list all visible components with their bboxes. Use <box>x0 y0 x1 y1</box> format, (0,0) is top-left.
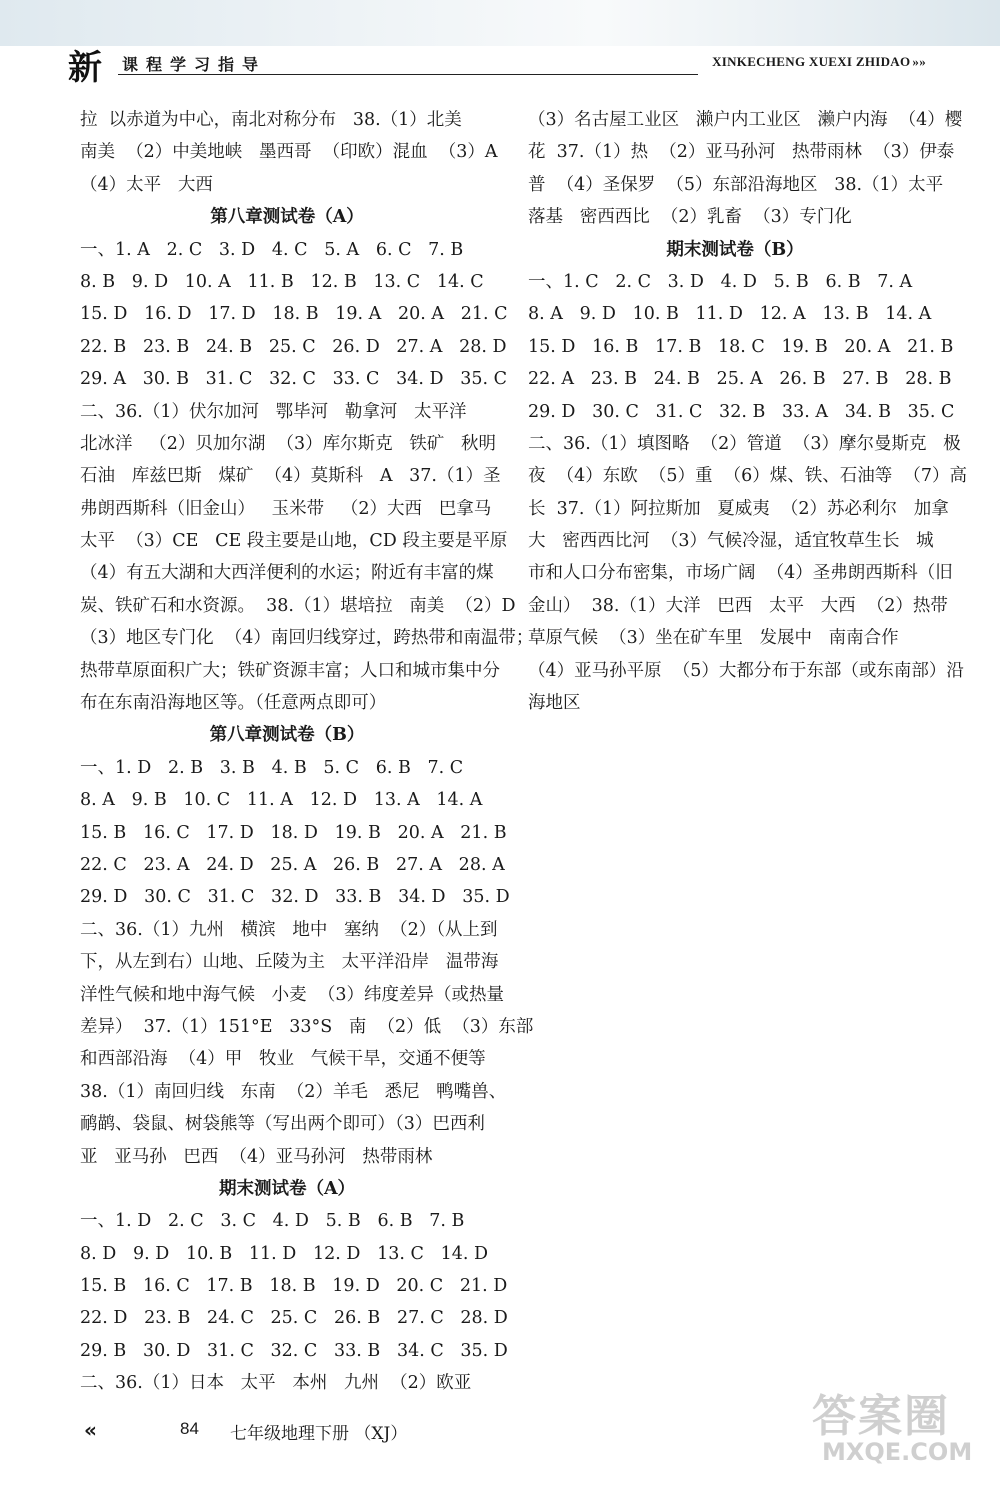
answer-line: 29. A 30. B 31. C 32. C 33. C 34. D 35. C <box>80 369 507 390</box>
answer-line: 29. D 30. C 31. C 32. B 33. A 34. B 35. C <box>528 401 955 422</box>
answer-line: 热带草原面积广大；铁矿资源丰富；人口和城市集中分 <box>80 660 500 681</box>
answer-line: 一、1. D 2. B 3. B 4. B 5. C 6. B 7. C <box>80 757 464 778</box>
answer-line: 普 （4）圣保罗 （5）东部沿海地区 38.（1）太平 <box>528 174 944 195</box>
answer-line: 二、36.（1）九州 横滨 地中 塞纳 （2）（从上到 <box>80 919 498 940</box>
answer-line: 29. B 30. D 31. C 32. C 33. B 34. C 35. D <box>80 1340 508 1361</box>
header-rule <box>118 74 698 75</box>
answer-line: 洋性气候和地中海气候 小麦 （3）纬度差异（或热量 <box>80 984 504 1005</box>
answer-line: 差异） 37.（1）151°E 33°S 南 （2）低 （3）东部 <box>80 1016 534 1037</box>
page-number: 84 <box>180 1419 199 1438</box>
answer-line: 22. D 23. B 24. C 25. C 26. B 27. C 28. D <box>80 1308 508 1329</box>
answer-line: 海地区 <box>528 693 581 714</box>
answer-line: 22. C 23. A 24. D 25. A 26. B 27. A 28. A <box>80 854 505 875</box>
answer-line: 22. A 23. B 24. B 25. A 26. B 27. B 28. B <box>528 369 952 390</box>
top-decorative-band <box>0 0 1000 46</box>
section-heading: 第八章测试卷（B） <box>209 725 365 746</box>
answer-line: 拉 以赤道为中心，南北对称分布 38.（1）北美 <box>80 110 462 130</box>
left-answer-column <box>80 104 534 1400</box>
site-watermark <box>800 1380 990 1480</box>
answer-line: 长 37.（1）阿拉斯加 夏威夷 （2）苏必利尔 加拿 <box>528 498 949 519</box>
answer-line: 和西部沿海 （4）甲 牧业 气候干旱，交通不便等 <box>80 1049 486 1070</box>
watermark-url: MXQE.COM <box>822 1438 973 1466</box>
page-header <box>60 44 940 88</box>
answer-line: （4）太平 大西 <box>80 174 213 195</box>
header-title: 课程学习指导 <box>122 55 267 74</box>
answer-line: 一、1. A 2. C 3. D 4. C 5. A 6. C 7. B <box>80 239 464 260</box>
answer-line: 市和人口分布密集，市场广阔 （4）圣弗朗西斯科（旧 <box>528 563 953 584</box>
answer-line: 一、1. C 2. C 3. D 4. D 5. B 6. B 7. A <box>528 271 913 292</box>
answer-line: 草原气候 （3）坐在矿车里 发展中 南南合作 <box>528 628 899 649</box>
header-english-title: XINKECHENG XUEXI ZHIDAO »» <box>712 54 926 69</box>
answer-line: 8. A 9. D 10. B 11. D 12. A 13. B 14. A <box>528 304 932 325</box>
answer-line: 南美 （2）中美地峡 墨西哥 （印欧）混血 （3）A <box>80 142 498 163</box>
answer-line: （4）亚马孙平原 （5）大都分布于东部（或东南部）沿 <box>528 660 964 681</box>
answer-line: 8. A 9. B 10. C 11. A 12. D 13. A 14. A <box>80 790 483 811</box>
watermark-text: 答案圈 <box>812 1391 950 1442</box>
section-heading: 期末测试卷（A） <box>218 1178 356 1199</box>
right-answer-column <box>528 104 968 719</box>
answer-line: （3）地区专门化 （4）南回归线穿过，跨热带和南温带； <box>80 628 534 649</box>
answer-line: 8. D 9. D 10. B 11. D 12. D 13. C 14. D <box>80 1243 489 1264</box>
answer-line: 15. B 16. C 17. B 18. B 19. D 20. C 21. D <box>80 1276 508 1297</box>
double-chevron-left-icon: « <box>84 1418 97 1442</box>
answer-line: 下，从左到右）山地、丘陵为主 太平洋沿岸 温带海 <box>80 952 499 973</box>
answer-line: 北冰洋 （2）贝加尔湖 （3）库尔斯克 铁矿 秋明 <box>80 433 496 454</box>
answer-line: 金山） 38.（1）大洋 巴西 太平 大西 （2）热带 <box>528 595 948 616</box>
answer-line: 布在东南沿海地区等。（任意两点即可） <box>80 693 387 714</box>
answer-line: 石油 库兹巴斯 煤矿 （4）莫斯科 A 37.（1）圣 <box>80 466 501 487</box>
answer-line: 8. B 9. D 10. A 11. B 12. B 13. C 14. C <box>80 271 484 292</box>
answer-line: 二、36.（1）伏尔加河 鄂毕河 勒拿河 太平洋 <box>80 401 467 422</box>
answer-line: 15. D 16. B 17. B 18. C 19. B 20. A 21. B <box>528 336 954 357</box>
double-chevron-right-icon: »» <box>912 54 926 69</box>
answer-line: 落基 密西西比 （2）乳畜 （3）专门化 <box>528 207 852 228</box>
header-logo: 新 <box>68 48 102 88</box>
answer-line: 15. B 16. C 17. D 18. D 19. B 20. A 21. B <box>80 822 507 843</box>
answer-line: （4）有五大湖和大西洋便利的水运；附近有丰富的煤 <box>80 563 494 584</box>
page-footer <box>84 1418 684 1452</box>
answer-line: 一、1. D 2. C 3. C 4. D 5. B 6. B 7. B <box>80 1211 465 1232</box>
answer-line: 花 37.（1）热 （2）亚马孙河 热带雨林 （3）伊泰 <box>528 142 955 163</box>
answer-line: 38.（1）南回归线 东南 （2）羊毛 悉尼 鸭嘴兽、 <box>80 1081 507 1102</box>
book-title: 七年级地理下册 （XJ） <box>230 1424 408 1444</box>
section-heading: 期末测试卷（B） <box>666 239 804 260</box>
answer-line: 22. B 23. B 24. B 25. C 26. D 27. A 28. D <box>80 336 507 357</box>
answer-line: 夜 （4）东欧 （5）重 （6）煤、铁、石油等 （7）高 <box>528 466 968 487</box>
answer-line: 炭、铁矿石和水资源。 38.（1）堪培拉 南美 （2）D <box>80 595 516 616</box>
answer-line: 鸸鹋、袋鼠、树袋熊等（写出两个即可）（3）巴西利 <box>80 1114 485 1135</box>
answer-line: （3）名古屋工业区 濑户内工业区 濑户内海 （4）樱 <box>528 110 963 130</box>
answer-line: 亚 亚马孙 巴西 （4）亚马孙河 热带雨林 <box>80 1146 433 1167</box>
section-heading: 第八章测试卷（A） <box>210 207 364 228</box>
answer-line: 大 密西西比河 （3）气候冷湿，适宜牧草生长 城 <box>528 531 934 552</box>
answer-line: 弗朗西斯科（旧金山） 玉米带 （2）大西 巴拿马 <box>80 498 492 519</box>
answer-line: 二、36.（1）填图略 （2）管道 （3）摩尔曼斯克 极 <box>528 433 961 454</box>
answer-line: 二、36.（1）日本 太平 本州 九州 （2）欧亚 <box>80 1373 472 1394</box>
answer-line: 29. D 30. C 31. C 32. D 33. B 34. D 35. D <box>80 887 510 908</box>
answer-line: 太平 （3）CE CE 段主要是山地，CD 段主要是平原 <box>80 531 508 552</box>
answer-line: 15. D 16. D 17. D 18. B 19. A 20. A 21. C <box>80 304 508 325</box>
